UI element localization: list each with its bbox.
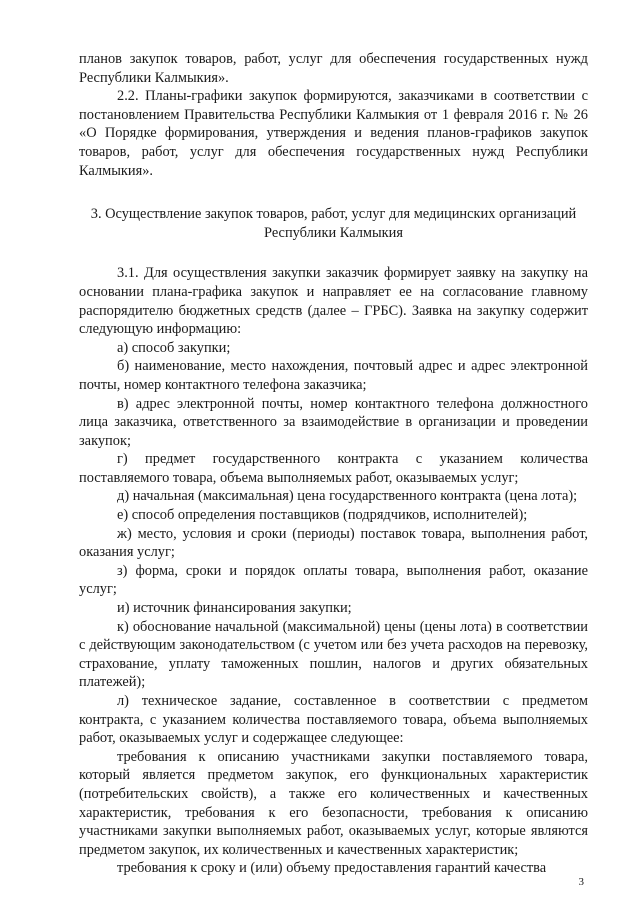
list-item: и) источник финансирования закупки;	[117, 600, 352, 617]
list-item: г) предмет государственного контракта с указанием количества поставляемого товара, объема выполняемых работ, оказываемых услуг;	[79, 451, 588, 486]
section-heading-line: Республики Калмыкия	[264, 224, 403, 241]
list-item: д) начальная (максимальная) цена государственного контракта (цена лота);	[117, 488, 578, 505]
section-heading-line: 3. Осуществление закупок товаров, работ, услуг для медицинских организаций	[90, 206, 577, 223]
page-number: 3	[578, 876, 584, 888]
paragraph: 3.1. Для осуществления закупки заказчик формирует заявку на закупку на основании плана-графика закупок и направляет ее на согласование главному распорядителю бюджетных средств (далее – ГРБС). Заявка на закупку содержит следующую информацию:	[79, 265, 588, 338]
section-heading	[79, 205, 588, 242]
list-item: а) способ закупки;	[117, 339, 231, 356]
paragraph: требования к сроку и (или) объему предоставления гарантий качества	[117, 860, 547, 877]
list-item: в) адрес электронной почты, номер контактного телефона должностного лица заказчика, ответственного за взаимодействие в организации и проведении закупок;	[79, 395, 588, 449]
paragraph: планов закупок товаров, работ, услуг для обеспечения государственных нужд Республики Калмыкия».	[79, 51, 588, 86]
list-item: е) способ определения поставщиков (подрядчиков, исполнителей);	[117, 507, 528, 524]
list-item: з) форма, сроки и порядок оплаты товара, выполнения работ, оказание услуг;	[79, 562, 588, 598]
list-item: б) наименование, место нахождения, почтовый адрес и адрес электронной почты, номер контактного телефона заказчика;	[79, 358, 588, 393]
paragraph: требования к описанию участниками закупки поставляемого товара, который является предметом закупок, его функциональных характеристик (потребительских свойств), а также его количественных и качественных характеристик, требования к его безопасности, требования к описанию участниками закупки выполняемых работ, оказываемых услуг, которые являются предметом закупок, их количественных и качественных характеристик;	[79, 748, 588, 858]
list-item: к) обоснование начальной (максимальной) цены (цены лота) в соответствии с действующим законодательством (с учетом или без учета расходов на перевозку, страхование, уплату таможенных пошлин, налогов и других обязательных платежей);	[79, 618, 588, 691]
paragraph: 2.2. Планы-графики закупок формируются, заказчиками в соответствии с постановлением Правительства Республики Калмыкия от 1 февраля 2016 г. № 26 «О Порядке формирования, утверждения и ведения планов-графиков закупок товаров, работ, услуг для обеспечения государственных нужд Республики Калмыкия».	[79, 88, 588, 179]
list-item: ж) место, условия и сроки (периоды) поставок товара, выполнения работ, оказания услуг;	[79, 525, 588, 561]
list-item: л) техническое задание, составленное в соответствии с предметом контракта, с указанием количества поставляемого товара, объема выполняемых работ, оказываемых услуг и содержащее следующее:	[79, 693, 588, 747]
page-body	[79, 50, 588, 878]
